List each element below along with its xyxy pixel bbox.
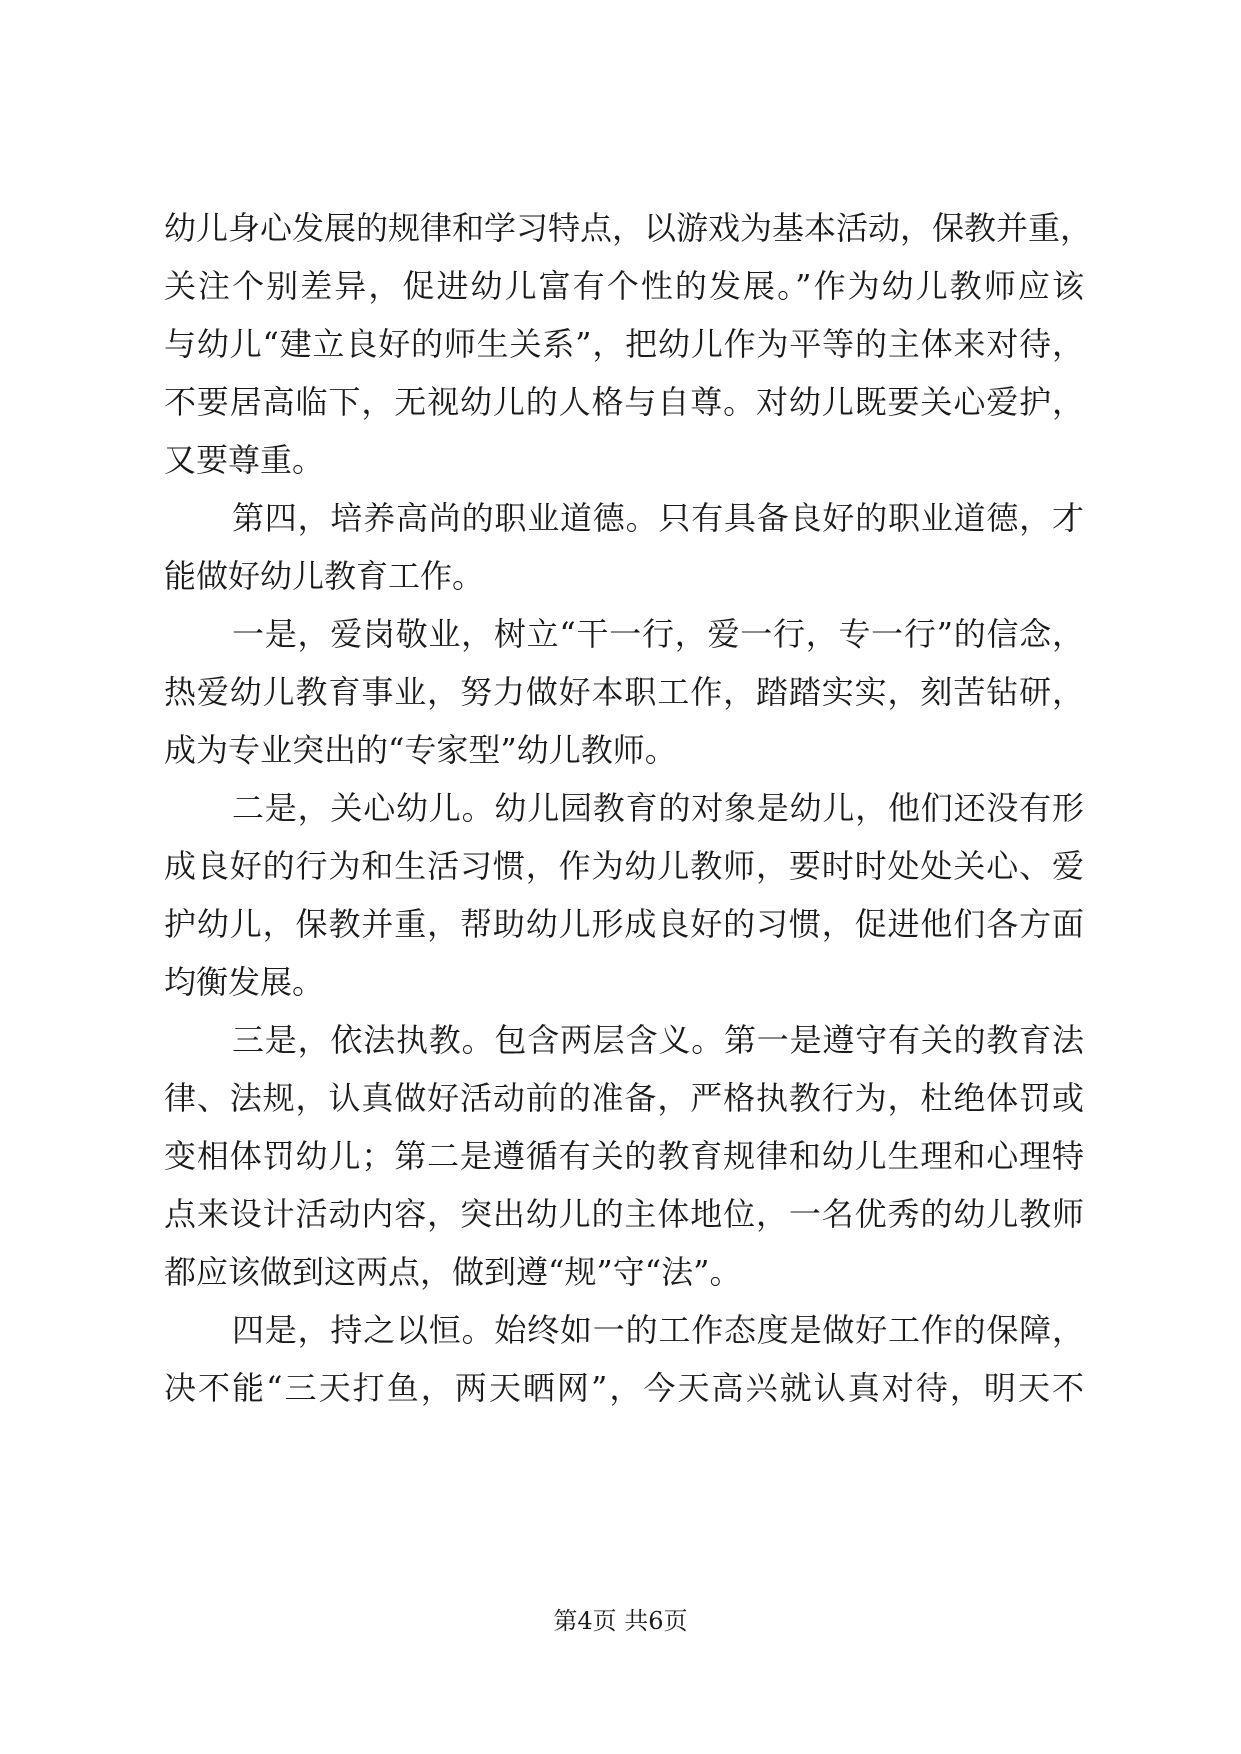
text-line: 律、法规，认真做好活动前的准备，严格执教行为，杜绝体罚或 bbox=[164, 1079, 1084, 1117]
text-line: 又要尊重。 bbox=[164, 441, 325, 479]
paragraph-first-line: 二是，关心幼儿。幼儿园教育的对象是幼儿，他们还没有形 bbox=[232, 789, 1084, 827]
page-footer: 第4页 共6页 bbox=[553, 1607, 688, 1635]
paragraph-first-line: 第四，培养高尚的职业道德。只有具备良好的职业道德，才 bbox=[232, 499, 1084, 537]
text-line: 能做好幼儿教育工作。 bbox=[164, 557, 485, 595]
text-line: 幼儿身心发展的规律和学习特点，以游戏为基本活动，保教并重， bbox=[164, 209, 1093, 247]
text-line: 成良好的行为和生活习惯，作为幼儿教师，要时时处处关心、爱 bbox=[164, 847, 1084, 885]
text-line: 关注个别差异，促进幼儿富有个性的发展。”作为幼儿教师应该 bbox=[164, 267, 1084, 305]
text-line: 不要居高临下，无视幼儿的人格与自尊。对幼儿既要关心爱护， bbox=[164, 383, 1084, 421]
paragraph-first-line: 三是，依法执教。包含两层含义。第一是遵守有关的教育法 bbox=[232, 1021, 1084, 1059]
text-line: 成为专业突出的“专家型”幼儿教师。 bbox=[164, 731, 677, 769]
text-line: 点来设计活动内容，突出幼儿的主体地位，一名优秀的幼儿教师 bbox=[164, 1195, 1084, 1233]
paragraph-first-line: 一是，爱岗敬业，树立“干一行，爱一行，专一行”的信念， bbox=[232, 615, 1084, 653]
text-line: 都应该做到这两点，做到遵“规”守“法”。 bbox=[164, 1253, 742, 1291]
text-line: 变相体罚幼儿；第二是遵循有关的教育规律和幼儿生理和心理特 bbox=[164, 1137, 1084, 1175]
text-line: 护幼儿，保教并重，帮助幼儿形成良好的习惯，促进他们各方面 bbox=[164, 905, 1084, 943]
paragraph-first-line: 四是，持之以恒。始终如一的工作态度是做好工作的保障， bbox=[232, 1311, 1084, 1349]
text-line: 热爱幼儿教育事业，努力做好本职工作，踏踏实实，刻苦钻研， bbox=[164, 673, 1084, 711]
text-line: 决不能“三天打鱼，两天晒网”，今天高兴就认真对待，明天不 bbox=[164, 1369, 1084, 1407]
text-line: 均衡发展。 bbox=[164, 963, 325, 1001]
text-line: 与幼儿“建立良好的师生关系”，把幼儿作为平等的主体来对待， bbox=[164, 325, 1084, 363]
